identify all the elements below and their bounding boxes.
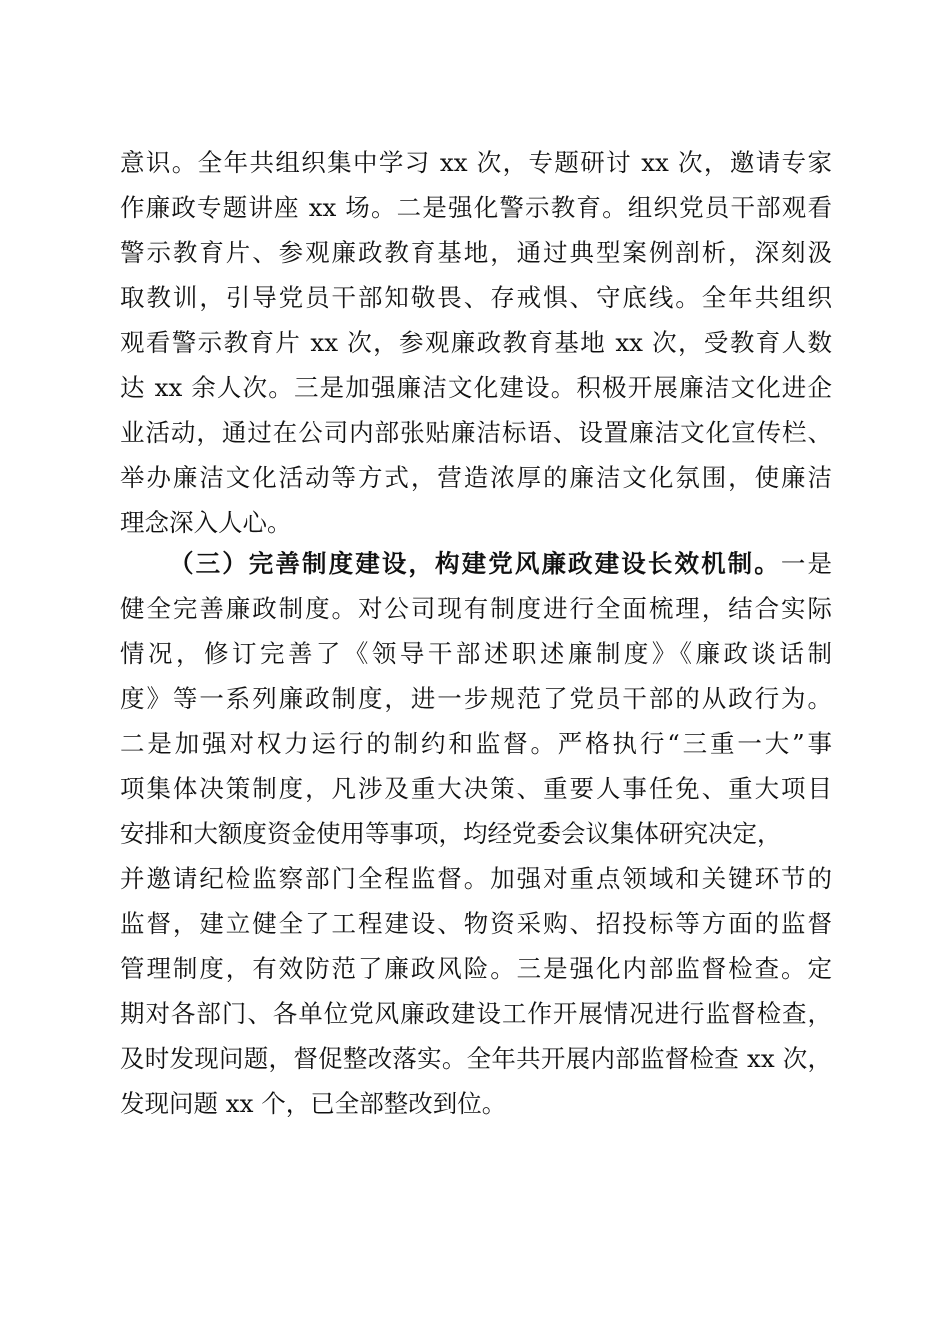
paragraph-line: 举办廉洁文化活动等方式，营造浓厚的廉洁文化氛围，使廉洁 xyxy=(120,463,832,492)
paragraph-line: 取教训，引导党员干部知敬畏、存戒惧、守底线。全年共组织 xyxy=(120,283,832,312)
paragraph-line: 管理制度，有效防范了廉政风险。三是强化内部监督检查。定 xyxy=(120,954,832,983)
paragraph-line: 情况，修订完善了《领导干部述职述廉制度》《廉政谈话制 xyxy=(120,639,832,668)
paragraph-line: 二是加强对权力运行的制约和监督。严格执行“三重一大”事 xyxy=(120,729,832,758)
section-heading: （三）完善制度建设，构建党风廉政建设长效机制。 xyxy=(169,549,781,578)
paragraph-line: 意识。全年共组织集中学习 xx 次，专题研讨 xx 次，邀请专家 xyxy=(120,148,832,177)
paragraph-line: 监督，建立健全了工程建设、物资采购、招投标等方面的监督 xyxy=(120,909,832,938)
paragraph-line: 达 xx 余人次。三是加强廉洁文化建设。积极开展廉洁文化进企 xyxy=(120,373,832,402)
paragraph-line: 及时发现问题，督促整改落实。全年共开展内部监督检查 xx 次， xyxy=(120,1044,832,1073)
section-heading-tail: 一是 xyxy=(780,549,833,578)
paragraph-line: 作廉政专题讲座 xx 场。二是强化警示教育。组织党员干部观看 xyxy=(120,193,832,222)
paragraph-line: 健全完善廉政制度。对公司现有制度进行全面梳理，结合实际 xyxy=(120,594,832,623)
paragraph-line: 观看警示教育片 xx 次，参观廉政教育基地 xx 次，受教育人数 xyxy=(120,328,832,357)
paragraph-system-building xyxy=(120,541,832,1126)
section-heading-line xyxy=(120,541,832,586)
paragraph-line: 发现问题 xx 个，已全部整改到位。 xyxy=(120,1089,507,1118)
paragraph-line: 理念深入人心。 xyxy=(120,508,292,537)
paragraph-education xyxy=(120,140,832,545)
paragraph-line: 期对各部门、各单位党风廉政建设工作开展情况进行监督检查， xyxy=(120,999,832,1028)
paragraph-line: 度》等一系列廉政制度，进一步规范了党员干部的从政行为。 xyxy=(120,684,832,713)
paragraph-line: 并邀请纪检监察部门全程监督。加强对重点领域和关键环节的 xyxy=(120,864,832,893)
paragraph-line: 项集体决策制度，凡涉及重大决策、重要人事任免、重大项目 xyxy=(120,774,832,803)
paragraph-line: 安排和大额度资金使用等事项，均经党委会议集体研究决定， xyxy=(120,819,782,848)
paragraph-line: 业活动，通过在公司内部张贴廉洁标语、设置廉洁文化宣传栏、 xyxy=(120,418,832,447)
paragraph-line: 警示教育片、参观廉政教育基地，通过典型案例剖析，深刻汲 xyxy=(120,238,832,267)
